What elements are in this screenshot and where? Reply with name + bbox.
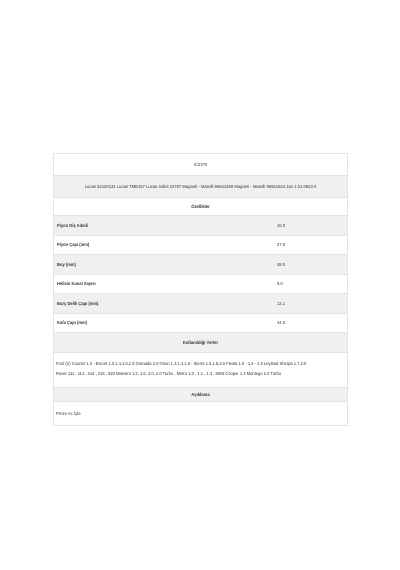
specs-header-row	[54, 198, 347, 216]
specs-title: Özellikler	[191, 204, 210, 209]
usage-header-row	[54, 333, 347, 353]
spec-value: 9.0	[277, 281, 283, 287]
product-references: Lucas 54120131 Lucas TMB157 Lucas Indiel 22767 Magneti - Marelli 95641469 Magneti - Marelli 95641544 Jan 1.01.0823.0	[84, 184, 317, 189]
spec-row	[54, 255, 347, 275]
spec-label: Burç Delik Çapı (mm)	[57, 300, 99, 306]
spec-label: Piyon Diş Adedi	[57, 222, 89, 228]
spec-value: 27.9	[277, 242, 285, 248]
usage-title: Kullanıldığı Yerler	[182, 340, 219, 345]
product-code-row	[54, 154, 347, 176]
spec-label: Piyon Çapı (mm)	[57, 242, 90, 248]
spec-row	[54, 275, 347, 295]
product-references-row	[54, 176, 347, 198]
usage-line: Ford (2) Courier 1.3 - Escort 1.3,1.4,1.6,1.8 Granada 2.0 Orion 1.3,1.4,1.6 - Sierra 1.6,1.8,2.0 Fiesta 1.0 - 1.4 - 1.6 Leyland Sherpa 1.7,2.0	[56, 361, 307, 366]
usage-row	[54, 353, 347, 388]
description-title: Açıklama	[191, 392, 210, 397]
description-header-row	[54, 388, 347, 402]
spec-value: 12.1	[277, 300, 285, 306]
spec-label: Helisin Kanal Sayısı	[57, 281, 96, 287]
spec-value: 10.0	[277, 222, 285, 228]
spec-row	[54, 294, 347, 314]
product-detail-table	[53, 153, 348, 426]
spec-label: Kafa Çapı (mm)	[57, 320, 88, 326]
usage-line: Rover 111 , 114 , 214 , 216 , 820 Maestro 1.3, 1.6, 2.0, 2.0 Turbo , Metro 1.0 , 1.1 , 1.3 , MINI Cöoper 1.3 Montego 2.0 Turbo	[56, 371, 282, 376]
spec-label: Boy (mm)	[57, 261, 76, 267]
spec-row	[54, 314, 347, 334]
description-text: Preze Ac.İçte	[56, 411, 81, 416]
spec-value: 44.5	[277, 320, 285, 326]
spec-value: 48.0	[277, 261, 285, 267]
description-row	[54, 402, 347, 426]
product-code: IC2370	[193, 162, 208, 167]
spec-row	[54, 236, 347, 256]
spec-row	[54, 216, 347, 236]
